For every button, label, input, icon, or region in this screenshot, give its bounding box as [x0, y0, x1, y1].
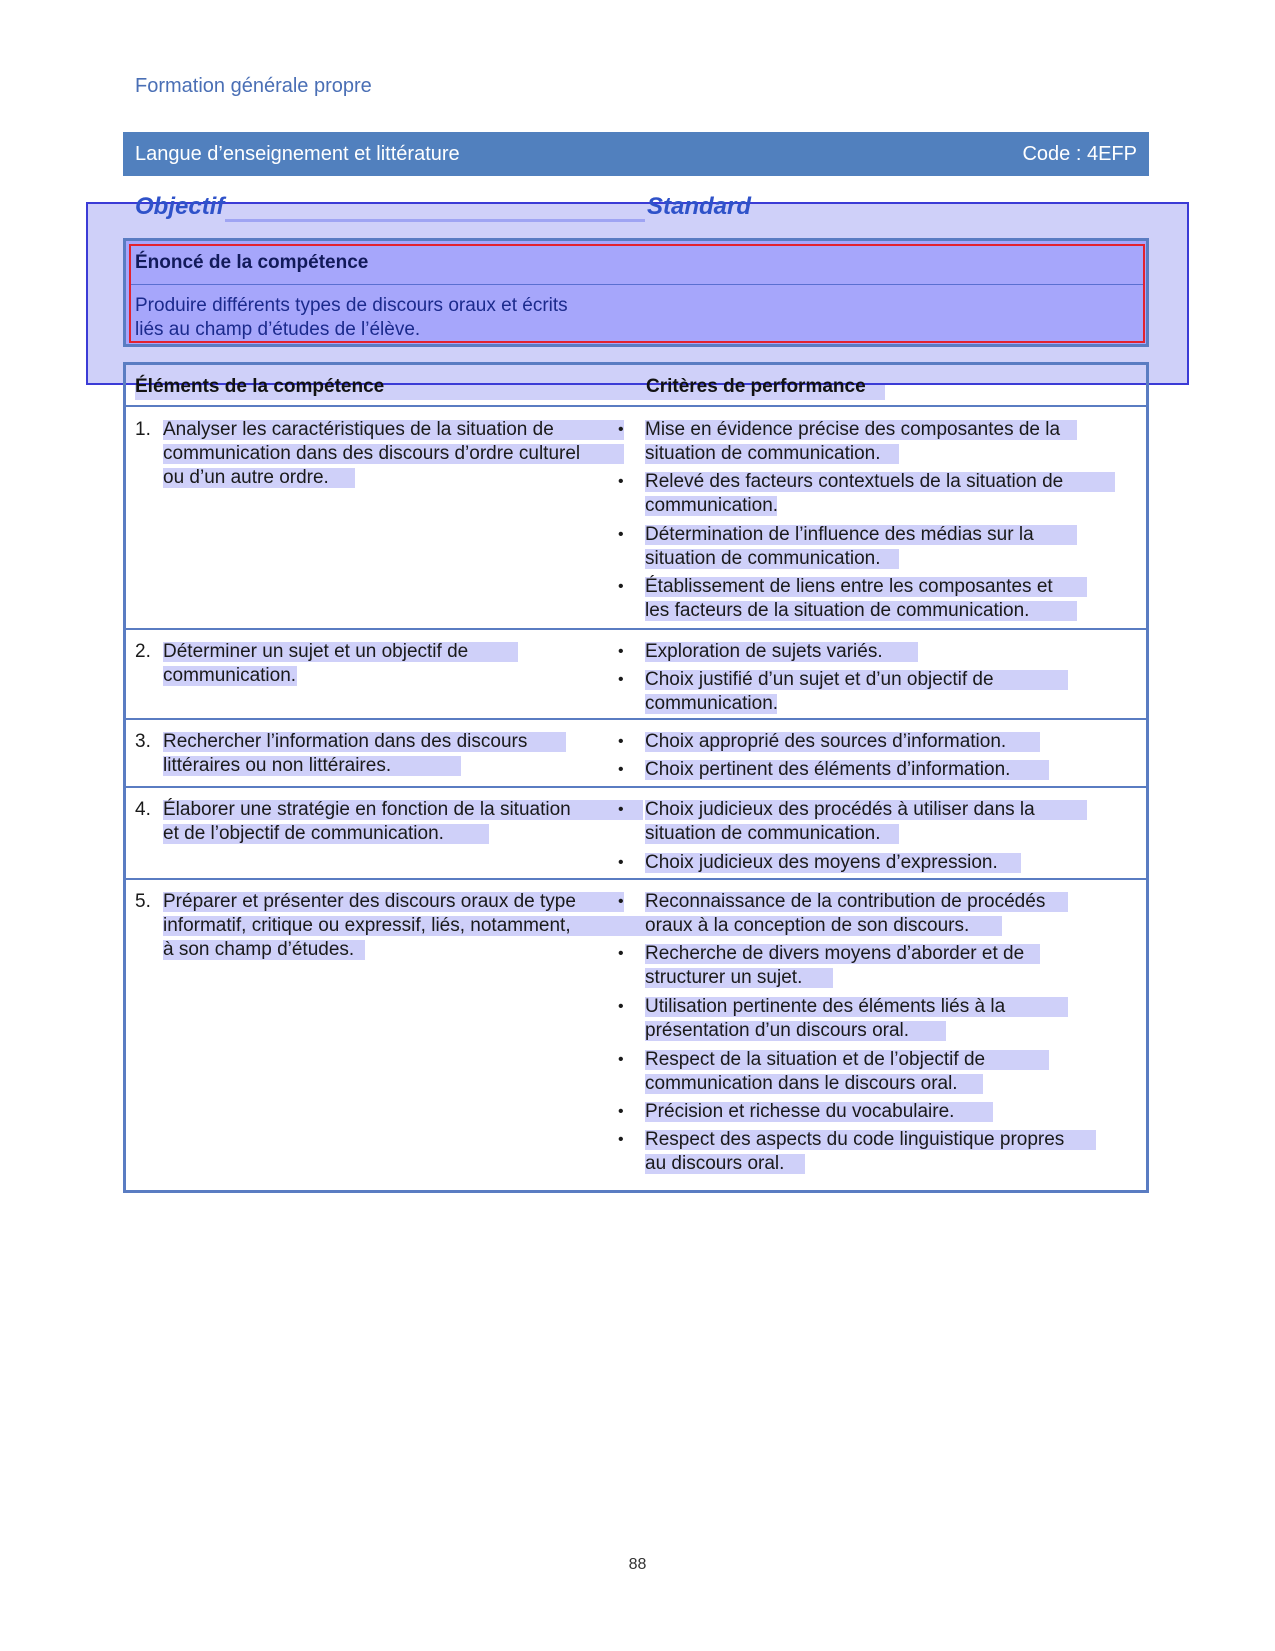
performance-criterion [618, 942, 1135, 990]
performance-criterion [618, 995, 1135, 1043]
objectif-heading: Objectif [135, 193, 225, 220]
element-text-line: Préparer et présenter des discours oraux de type [163, 891, 576, 912]
element-text-line: littéraires ou non littéraires. [163, 755, 392, 776]
enonce-text [135, 294, 635, 342]
criterion-text-line: Respect des aspects du code linguistique propres [645, 1129, 1065, 1150]
bullet-icon: • [618, 1051, 624, 1068]
criterion-text-line: communication. [645, 693, 779, 714]
bullet-icon: • [618, 671, 624, 688]
criterion-text-line: communication dans le discours oral. [645, 1073, 958, 1094]
element-number: 5. [135, 891, 151, 912]
element-number: 3. [135, 731, 151, 752]
criterion-text-line: communication. [645, 495, 779, 516]
criterion-text-line: Détermination de l’influence des médias sur la [645, 524, 1034, 545]
bullet-icon: • [618, 421, 624, 438]
performance-criterion [618, 730, 1135, 754]
bullet-icon: • [618, 854, 624, 871]
bullet-icon: • [618, 801, 624, 818]
performance-criterion [618, 1048, 1135, 1096]
row-divider [126, 718, 1146, 720]
criterion-text-line: Recherche de divers moyens d’aborder et de [645, 943, 1025, 964]
performance-criterion [618, 758, 1135, 782]
bullet-icon: • [618, 473, 624, 490]
element-text [163, 730, 653, 778]
enonce-text-line: Produire différents types de discours oraux et écrits [135, 295, 568, 316]
criterion-text-line: Utilisation pertinente des éléments liés à la [645, 996, 1006, 1017]
criterion-text-line: Exploration de sujets variés. [645, 641, 883, 662]
element-number: 4. [135, 799, 151, 820]
performance-criterion [618, 890, 1135, 938]
performance-criterion [618, 1100, 1135, 1124]
standard-heading: Standard [647, 193, 752, 220]
criterion-text-line: présentation d’un discours oral. [645, 1020, 910, 1041]
criterion-text-line: Établissement de liens entre les composantes et [645, 576, 1053, 597]
criterion-text-line: Respect de la situation et de l’objectif de [645, 1049, 986, 1070]
element-text-line: Analyser les caractéristiques de la situation de [163, 419, 554, 440]
criterion-text-line: Reconnaissance de la contribution de procédés [645, 891, 1046, 912]
criterion-text-line: situation de communication. [645, 443, 881, 464]
competence-element [135, 730, 635, 778]
bullet-icon: • [618, 526, 624, 543]
element-text-line: Rechercher l’information dans des discours [163, 731, 528, 752]
bullet-icon: • [618, 945, 624, 962]
element-text-line: ou d’un autre ordre. [163, 467, 329, 488]
document-section-label: Formation générale propre [135, 75, 372, 97]
bullet-icon: • [618, 893, 624, 910]
performance-criterion [618, 418, 1135, 466]
element-text-line: communication dans des discours d’ordre culturel [163, 443, 581, 464]
criterion-text-line: les facteurs de la situation de communication. [645, 600, 1030, 621]
competence-element [135, 640, 635, 688]
row-divider [126, 628, 1146, 630]
page-number: 88 [628, 1556, 647, 1573]
enonce-text-line: liés au champ d’études de l’élève. [135, 319, 421, 340]
criterion-text-line: Choix approprié des sources d’information. [645, 731, 1007, 752]
criterion-text-line: au discours oral. [645, 1153, 785, 1174]
competence-element [135, 798, 635, 846]
element-text-line: Élaborer une stratégie en fonction de la situation [163, 799, 571, 820]
criterion-text-line: Choix justifié d’un sujet et d’un objectif de [645, 669, 994, 690]
element-text-line: communication. [163, 665, 297, 686]
row-divider [126, 405, 1146, 407]
element-text [163, 640, 653, 688]
course-title: Langue d’enseignement et littérature [135, 142, 460, 165]
bullet-icon: • [618, 578, 624, 595]
row-divider [126, 786, 1146, 788]
bullet-icon: • [618, 733, 624, 750]
bullet-icon: • [618, 761, 624, 778]
element-number: 2. [135, 641, 151, 662]
element-text [163, 890, 653, 962]
element-text-line: Déterminer un sujet et un objectif de [163, 641, 469, 662]
criterion-text-line: Mise en évidence précise des composantes de la [645, 419, 1061, 440]
performance-criterion [618, 640, 1135, 664]
table-header-elements: Éléments de la compétence [135, 376, 385, 397]
criterion-text-line: Relevé des facteurs contextuels de la situation de [645, 471, 1064, 492]
element-number: 1. [135, 419, 151, 440]
element-text [163, 418, 653, 490]
performance-criterion [618, 851, 1135, 875]
performance-criterion [618, 798, 1135, 846]
table-header-criteria: Critères de performance [646, 376, 866, 397]
criterion-text-line: oraux à la conception de son discours. [645, 915, 970, 936]
performance-criterion [618, 668, 1135, 716]
bullet-icon: • [618, 1103, 624, 1120]
competence-element [135, 418, 635, 490]
element-text-line: à son champ d’études. [163, 939, 355, 960]
performance-criterion [618, 523, 1135, 571]
element-text-line: et de l’objectif de communication. [163, 823, 444, 844]
bullet-icon: • [618, 998, 624, 1015]
bullet-icon: • [618, 1131, 624, 1148]
criterion-text-line: Choix pertinent des éléments d’information. [645, 759, 1011, 780]
bullet-icon: • [618, 643, 624, 660]
criterion-text-line: Précision et richesse du vocabulaire. [645, 1101, 955, 1122]
course-code: Code : 4EFP [1022, 142, 1137, 165]
enonce-divider [131, 284, 1143, 285]
performance-criterion [618, 1128, 1135, 1176]
course-header-bar [123, 132, 1149, 176]
row-divider [126, 878, 1146, 880]
competence-element [135, 890, 635, 962]
criterion-text-line: situation de communication. [645, 548, 881, 569]
criterion-text-line: structurer un sujet. [645, 967, 803, 988]
performance-criterion [618, 470, 1135, 518]
enonce-title: Énoncé de la compétence [135, 252, 369, 273]
element-text [163, 798, 653, 846]
criterion-text-line: Choix judicieux des procédés à utiliser dans la [645, 799, 1035, 820]
performance-criterion [618, 575, 1135, 623]
criterion-text-line: situation de communication. [645, 823, 881, 844]
element-text-line: informatif, critique ou expressif, liés, notamment, [163, 915, 571, 936]
objective-underline [225, 219, 645, 222]
criterion-text-line: Choix judicieux des moyens d’expression. [645, 852, 998, 873]
